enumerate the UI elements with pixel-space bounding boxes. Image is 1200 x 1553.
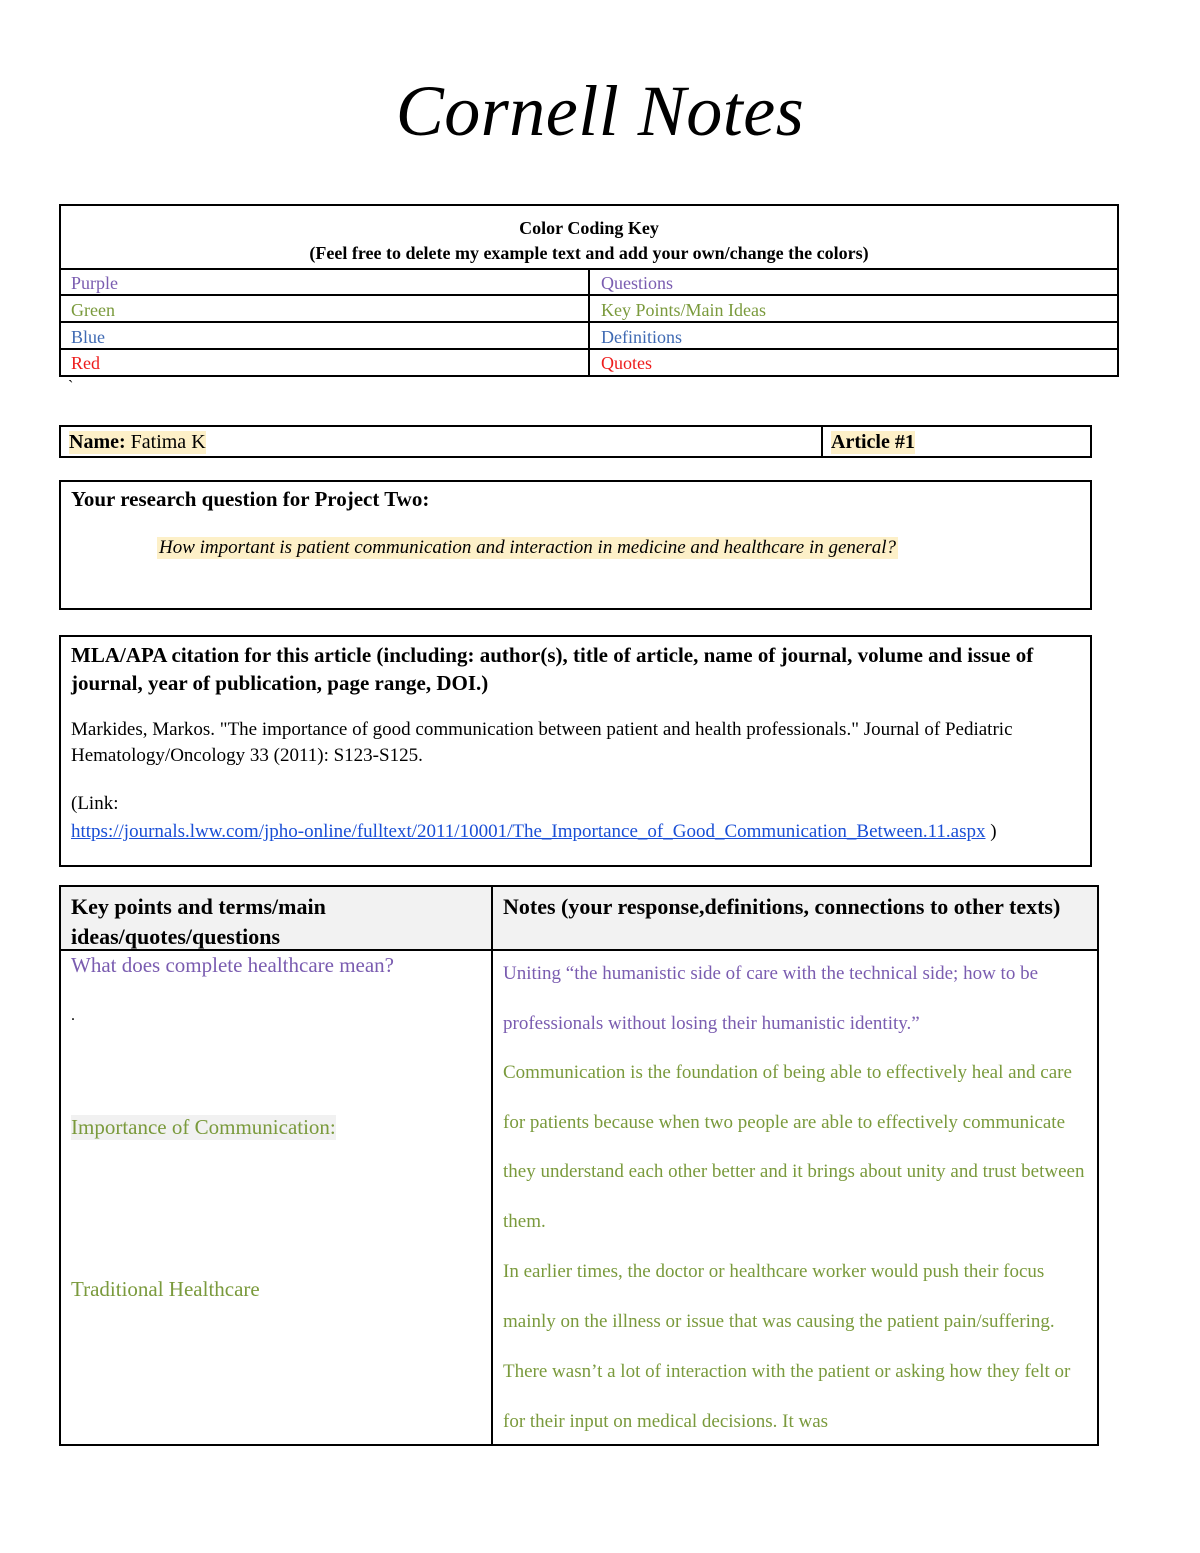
citation-label: MLA/APA citation for this article (including: author(s), title of article, name of journal, volume and issue of journal, year of publication, page range, DOI.) <box>71 643 1034 695</box>
key-point-item: . <box>71 1007 75 1024</box>
document-title: Cornell Notes <box>395 71 805 151</box>
key-point-item[interactable]: Traditional Healthcare <box>71 1277 260 1301</box>
color-key-row <box>61 270 1117 296</box>
name-value: Fatima K <box>125 431 206 453</box>
color-key-row <box>61 324 1117 350</box>
color-key-header <box>61 206 1117 270</box>
notes-paragraph: Communication is the foundation of being able to effectively heal and care for patients because when two people are able to effectively communicate they understand each other better and it brings about unity and trust between them. <box>503 1062 1085 1232</box>
color-key-row <box>61 350 1117 376</box>
name-label: Name: <box>69 431 126 453</box>
notes-header-row <box>61 887 1097 951</box>
color-key-color: Blue <box>71 327 105 347</box>
notes-paragraph: Uniting “the humanistic side of care with the technical side; how to be professionals without losing their humanistic identity.” <box>503 963 1039 1034</box>
research-question-text[interactable]: How important is patient communication and interaction in medicine and healthcare in general? <box>159 537 897 558</box>
color-key-meaning: Key Points/Main Ideas <box>601 300 766 320</box>
notes-header: Notes (your response,definitions, connections to other texts) <box>503 894 1061 919</box>
stray-mark: ` <box>68 378 74 395</box>
color-key-meaning: Quotes <box>601 353 652 373</box>
link-label: (Link: <box>71 793 119 814</box>
name-field[interactable] <box>69 431 206 454</box>
color-key-row <box>61 297 1117 323</box>
color-key-subtitle: (Feel free to delete my example text and add your own/change the colors) <box>309 243 869 263</box>
color-key-meaning: Definitions <box>601 327 682 347</box>
key-points-header: Key points and terms/main ideas/quotes/questions <box>71 894 326 949</box>
key-point-item[interactable]: What does complete healthcare mean? <box>71 953 394 977</box>
link-line <box>71 819 1083 844</box>
color-key-table <box>59 204 1119 377</box>
research-question-label: Your research question for Project Two: <box>71 487 430 511</box>
research-question-box <box>59 480 1092 610</box>
link-close: ) <box>985 821 997 842</box>
key-point-item[interactable]: Importance of Communication: <box>71 1115 336 1139</box>
notes-table <box>59 885 1099 1446</box>
notes-body[interactable] <box>503 949 1093 1447</box>
color-key-meaning: Questions <box>601 273 673 293</box>
citation-box <box>59 635 1092 867</box>
article-number[interactable]: Article #1 <box>831 431 915 453</box>
citation-text[interactable]: Markides, Markos. "The importance of good communication between patient and health professionals." Journal of Pediatric Hematology/Oncology 33 (2011): S123-S125. <box>71 719 1013 766</box>
article-link[interactable]: https://journals.lww.com/jpho-online/fulltext/2011/10001/The_Importance_of_Good_Communication_Between.11.aspx <box>71 821 986 842</box>
color-key-color: Red <box>71 353 100 373</box>
name-article-row <box>59 425 1092 458</box>
color-key-title: Color Coding Key <box>519 218 659 238</box>
notes-paragraph: In earlier times, the doctor or healthcare worker would push their focus mainly on the illness or issue that was causing the patient pain/suffering. There wasn’t a lot of interaction with the patient or asking how they felt or for their input on medical decisions. It was <box>503 1260 1071 1432</box>
color-key-color: Purple <box>71 273 118 293</box>
color-key-color: Green <box>71 300 115 320</box>
